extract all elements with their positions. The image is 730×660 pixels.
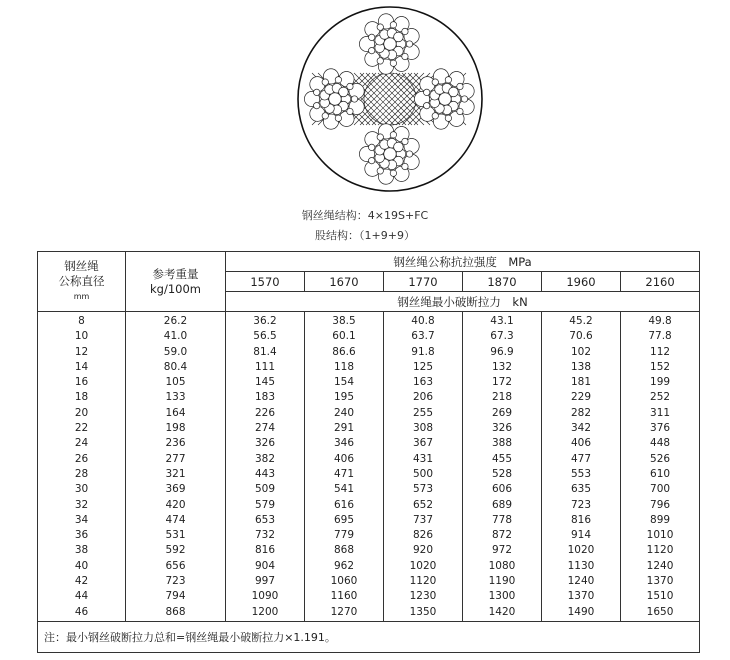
force-cell: 163 (384, 375, 463, 390)
force-cell: 1020 (384, 559, 463, 574)
diameter-cell: 42 (38, 574, 126, 589)
force-cell: 145 (226, 375, 305, 390)
force-cell: 635 (542, 482, 621, 497)
force-cell: 60.1 (305, 329, 384, 344)
force-cell: 920 (384, 543, 463, 558)
weight-cell: 656 (126, 559, 226, 574)
force-cell: 274 (226, 421, 305, 436)
force-cell: 86.6 (305, 345, 384, 360)
force-cell: 1010 (621, 528, 700, 543)
force-cell: 816 (542, 513, 621, 528)
diameter-cell: 28 (38, 467, 126, 482)
grade-header: 1570 (226, 272, 305, 292)
table-row (38, 559, 700, 574)
force-cell: 240 (305, 406, 384, 421)
force-cell: 1080 (463, 559, 542, 574)
diameter-cell: 8 (38, 312, 126, 330)
force-cell: 118 (305, 360, 384, 375)
force-cell: 579 (226, 498, 305, 513)
force-cell: 723 (542, 498, 621, 513)
force-cell: 1160 (305, 589, 384, 604)
grade-header: 1770 (384, 272, 463, 292)
force-cell: 45.2 (542, 312, 621, 330)
force-cell: 367 (384, 436, 463, 451)
force-cell: 152 (621, 360, 700, 375)
rope-cross-section-diagram (295, 4, 485, 194)
force-cell: 406 (305, 452, 384, 467)
force-cell: 700 (621, 482, 700, 497)
table-row (38, 375, 700, 390)
force-cell: 132 (463, 360, 542, 375)
force-cell: 732 (226, 528, 305, 543)
force-cell: 1190 (463, 574, 542, 589)
force-cell: 382 (226, 452, 305, 467)
diameter-cell: 40 (38, 559, 126, 574)
force-cell: 528 (463, 467, 542, 482)
force-cell: 1240 (542, 574, 621, 589)
force-cell: 477 (542, 452, 621, 467)
weight-cell: 198 (126, 421, 226, 436)
grade-header: 1960 (542, 272, 621, 292)
force-header: 钢丝绳最小破断拉力 kN (226, 292, 700, 312)
force-cell: 1370 (621, 574, 700, 589)
force-cell: 252 (621, 390, 700, 405)
force-cell: 346 (305, 436, 384, 451)
force-cell: 282 (542, 406, 621, 421)
table-row (38, 589, 700, 604)
force-cell: 229 (542, 390, 621, 405)
strand (359, 124, 419, 184)
force-cell: 904 (226, 559, 305, 574)
diameter-cell: 24 (38, 436, 126, 451)
weight-header: 参考重量 kg/100m (126, 252, 226, 312)
strand-structure-caption: 股结构：（1+9+9） (315, 229, 415, 242)
force-cell: 573 (384, 482, 463, 497)
table-row (38, 436, 700, 451)
force-cell: 1240 (621, 559, 700, 574)
force-cell: 526 (621, 452, 700, 467)
force-cell: 455 (463, 452, 542, 467)
force-cell: 63.7 (384, 329, 463, 344)
force-cell: 125 (384, 360, 463, 375)
weight-cell: 474 (126, 513, 226, 528)
diameter-cell: 14 (38, 360, 126, 375)
force-cell: 868 (305, 543, 384, 558)
force-cell: 36.2 (226, 312, 305, 330)
diameter-cell: 10 (38, 329, 126, 344)
grade-header: 2160 (621, 272, 700, 292)
force-cell: 102 (542, 345, 621, 360)
force-cell: 1300 (463, 589, 542, 604)
force-cell: 406 (542, 436, 621, 451)
diameter-cell: 36 (38, 528, 126, 543)
table-row (38, 528, 700, 543)
force-cell: 206 (384, 390, 463, 405)
force-cell: 778 (463, 513, 542, 528)
force-cell: 471 (305, 467, 384, 482)
force-cell: 81.4 (226, 345, 305, 360)
force-cell: 40.8 (384, 312, 463, 330)
force-cell: 1490 (542, 605, 621, 622)
force-cell: 38.5 (305, 312, 384, 330)
force-cell: 112 (621, 345, 700, 360)
force-cell: 443 (226, 467, 305, 482)
diameter-cell: 32 (38, 498, 126, 513)
force-cell: 91.8 (384, 345, 463, 360)
table-row (38, 390, 700, 405)
table-row (38, 543, 700, 558)
diameter-cell: 38 (38, 543, 126, 558)
table-row (38, 345, 700, 360)
table-row (38, 312, 700, 330)
force-cell: 1230 (384, 589, 463, 604)
diameter-cell: 20 (38, 406, 126, 421)
force-cell: 1020 (542, 543, 621, 558)
weight-cell: 26.2 (126, 312, 226, 330)
force-cell: 138 (542, 360, 621, 375)
force-cell: 796 (621, 498, 700, 513)
table-row (38, 498, 700, 513)
force-cell: 872 (463, 528, 542, 543)
force-cell: 67.3 (463, 329, 542, 344)
force-cell: 154 (305, 375, 384, 390)
weight-cell: 105 (126, 375, 226, 390)
weight-cell: 868 (126, 605, 226, 622)
force-cell: 899 (621, 513, 700, 528)
force-cell: 1060 (305, 574, 384, 589)
force-cell: 1350 (384, 605, 463, 622)
force-cell: 326 (226, 436, 305, 451)
force-cell: 70.6 (542, 329, 621, 344)
force-cell: 653 (226, 513, 305, 528)
force-cell: 255 (384, 406, 463, 421)
force-cell: 616 (305, 498, 384, 513)
force-cell: 914 (542, 528, 621, 543)
force-cell: 1420 (463, 605, 542, 622)
diameter-cell: 16 (38, 375, 126, 390)
strand (359, 14, 419, 75)
force-cell: 509 (226, 482, 305, 497)
weight-cell: 321 (126, 467, 226, 482)
diameter-cell: 34 (38, 513, 126, 528)
force-cell: 226 (226, 406, 305, 421)
force-cell: 77.8 (621, 329, 700, 344)
force-cell: 172 (463, 375, 542, 390)
force-cell: 1270 (305, 605, 384, 622)
grade-header: 1670 (305, 272, 384, 292)
grade-header: 1870 (463, 272, 542, 292)
force-cell: 218 (463, 390, 542, 405)
force-cell: 269 (463, 406, 542, 421)
force-cell: 448 (621, 436, 700, 451)
force-cell: 997 (226, 574, 305, 589)
force-cell: 610 (621, 467, 700, 482)
weight-cell: 277 (126, 452, 226, 467)
table-row (38, 452, 700, 467)
diameter-cell: 26 (38, 452, 126, 467)
force-cell: 291 (305, 421, 384, 436)
weight-cell: 236 (126, 436, 226, 451)
table-row (38, 513, 700, 528)
force-cell: 816 (226, 543, 305, 558)
force-cell: 500 (384, 467, 463, 482)
force-cell: 111 (226, 360, 305, 375)
table-row (38, 482, 700, 497)
rope-spec-table (37, 251, 700, 653)
force-cell: 308 (384, 421, 463, 436)
diameter-cell: 18 (38, 390, 126, 405)
weight-cell: 420 (126, 498, 226, 513)
force-cell: 1120 (621, 543, 700, 558)
force-cell: 388 (463, 436, 542, 451)
diameter-header: 钢丝绳 公称直径 mm (38, 252, 126, 312)
force-cell: 311 (621, 406, 700, 421)
force-cell: 181 (542, 375, 621, 390)
force-cell: 56.5 (226, 329, 305, 344)
force-cell: 195 (305, 390, 384, 405)
strand (414, 69, 474, 130)
force-cell: 199 (621, 375, 700, 390)
force-cell: 1130 (542, 559, 621, 574)
weight-cell: 41.0 (126, 329, 226, 344)
force-cell: 1200 (226, 605, 305, 622)
force-cell: 49.8 (621, 312, 700, 330)
force-cell: 326 (463, 421, 542, 436)
diameter-cell: 30 (38, 482, 126, 497)
rope-structure-caption: 钢丝绳结构：4×19S+FC (301, 209, 429, 222)
table-row (38, 360, 700, 375)
table-row (38, 421, 700, 436)
weight-cell: 133 (126, 390, 226, 405)
table-row (38, 574, 700, 589)
force-cell: 962 (305, 559, 384, 574)
weight-cell: 369 (126, 482, 226, 497)
force-cell: 1120 (384, 574, 463, 589)
force-cell: 376 (621, 421, 700, 436)
diameter-cell: 44 (38, 589, 126, 604)
table-row (38, 467, 700, 482)
force-cell: 737 (384, 513, 463, 528)
table-row (38, 329, 700, 344)
force-cell: 652 (384, 498, 463, 513)
force-cell: 1650 (621, 605, 700, 622)
table-row (38, 406, 700, 421)
weight-cell: 531 (126, 528, 226, 543)
weight-cell: 59.0 (126, 345, 226, 360)
strand (304, 69, 364, 130)
force-cell: 96.9 (463, 345, 542, 360)
force-cell: 183 (226, 390, 305, 405)
force-cell: 826 (384, 528, 463, 543)
diameter-cell: 12 (38, 345, 126, 360)
force-cell: 1510 (621, 589, 700, 604)
force-cell: 695 (305, 513, 384, 528)
force-cell: 689 (463, 498, 542, 513)
force-cell: 43.1 (463, 312, 542, 330)
weight-cell: 794 (126, 589, 226, 604)
force-cell: 342 (542, 421, 621, 436)
diameter-cell: 22 (38, 421, 126, 436)
weight-cell: 80.4 (126, 360, 226, 375)
weight-cell: 592 (126, 543, 226, 558)
force-cell: 553 (542, 467, 621, 482)
force-cell: 541 (305, 482, 384, 497)
diameter-cell: 46 (38, 605, 126, 622)
weight-cell: 723 (126, 574, 226, 589)
weight-cell: 164 (126, 406, 226, 421)
table-row (38, 605, 700, 622)
table-note: 注：最小钢丝破断拉力总和=钢丝绳最小破断拉力×1.191。 (38, 621, 700, 652)
force-cell: 972 (463, 543, 542, 558)
force-cell: 431 (384, 452, 463, 467)
force-cell: 1370 (542, 589, 621, 604)
force-cell: 779 (305, 528, 384, 543)
strength-header: 钢丝绳公称抗拉强度 MPa (226, 252, 700, 272)
force-cell: 1090 (226, 589, 305, 604)
force-cell: 606 (463, 482, 542, 497)
